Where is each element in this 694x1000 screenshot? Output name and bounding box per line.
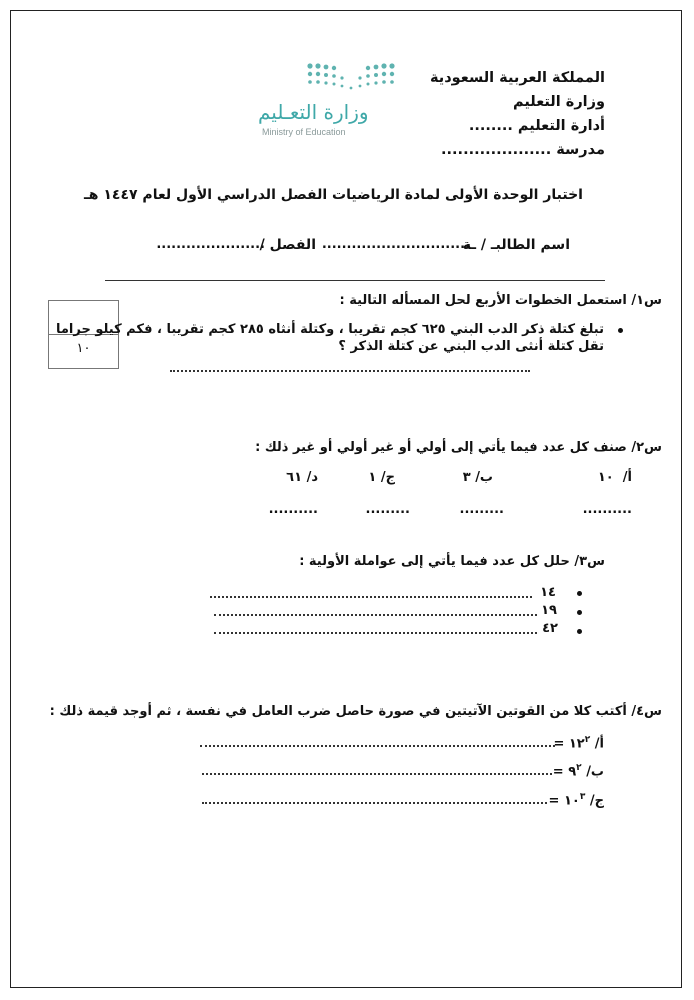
bullet-icon: [618, 328, 623, 333]
power-exponent: ٣: [579, 792, 586, 802]
bullet-icon: [577, 591, 582, 596]
option-label: أ/: [622, 470, 632, 485]
option-label: ب/: [475, 470, 493, 485]
equals-sign: =: [553, 736, 565, 752]
option-label: د/: [306, 470, 318, 485]
q2-option-d: [286, 470, 318, 486]
option-label: ج/: [380, 470, 395, 485]
option-value: ١: [368, 470, 377, 485]
power-exponent: ٢: [584, 735, 591, 745]
equals-sign: =: [548, 793, 560, 809]
q2-answer-a[interactable]: ..........: [582, 502, 632, 517]
bullet-icon: [577, 629, 582, 634]
logo-english-text: Ministry of Education: [262, 127, 346, 137]
class-label: الفصل /: [259, 237, 316, 253]
q4-item-c: [549, 789, 604, 809]
q2-option-c: [368, 470, 395, 486]
student-name-label: اسم الطالبـ / ـة: [462, 237, 570, 253]
equals-sign: =: [552, 764, 564, 780]
ministry-label: وزارة التعليم: [512, 94, 605, 110]
kingdom-label: المملكة العربية السعودية: [430, 70, 605, 86]
q2-option-a: [598, 470, 632, 486]
q2-option-b: [463, 470, 493, 486]
q2-answer-b[interactable]: .........: [459, 502, 504, 517]
q2-answer-d[interactable]: ..........: [268, 502, 318, 517]
q2-answer-c[interactable]: .........: [365, 502, 410, 517]
divider: [105, 280, 605, 281]
logo-arabic-text: وزارة التعـليم: [258, 100, 369, 124]
q4-item-b: [553, 760, 604, 780]
item-label: ب/: [586, 764, 604, 780]
q4-item-a: [553, 732, 604, 752]
q3-item: ١٤: [540, 585, 556, 600]
exam-title: اختبار الوحدة الأولى لمادة الرياضيات الفصل الدراسي الأول لعام ١٤٤٧ هـ: [84, 187, 583, 203]
power-exponent: ٢: [576, 763, 582, 773]
q3-answer-line[interactable]: [210, 596, 532, 598]
q3-item: ١٩: [541, 603, 557, 618]
q1-answer-line[interactable]: [170, 370, 530, 372]
power-base: ٩: [568, 764, 577, 780]
power-base: ١٢: [568, 736, 585, 752]
q3-answer-line[interactable]: [214, 614, 537, 616]
student-name-field[interactable]: ..............................: [321, 237, 470, 252]
q3-answer-line[interactable]: [214, 632, 537, 634]
bullet-icon: [577, 610, 582, 615]
score-total: ١٠: [76, 341, 91, 356]
school-label: مدرسة ....................: [441, 142, 605, 158]
q1-text-line1: تبلغ كتلة ذكر الدب البني ٦٢٥ كجم تقريبا ، وكتلة أنثاه ٢٨٥ كجم تقريبا ، فكم كيلو جراما: [55, 322, 604, 337]
q4-answer-line[interactable]: [200, 745, 555, 747]
q2-prompt: س٢/ صنف كل عدد فيما يأتي إلى أولي أو غير أولي أو غير ذلك :: [255, 440, 662, 455]
class-field[interactable]: ......................: [156, 237, 265, 252]
q3-prompt: س٣/ حلل كل عدد فيما يأتي إلى عواملة الأولية :: [299, 554, 605, 569]
q1-text-line2: تقل كتلة أنثى الدب البني عن كتلة الذكر ؟: [338, 339, 604, 354]
option-value: ٦١: [286, 470, 303, 485]
item-label: أ/: [594, 736, 604, 752]
q4-answer-line[interactable]: [202, 773, 552, 775]
q4-prompt: س٤/ أكتب كلا من القوتين الآتيتين في صورة حاصل ضرب العامل في نفسة ، ثم أوجد قيمة ذلك :: [49, 704, 662, 719]
option-value: ٣: [462, 470, 471, 485]
administration-label: أدارة التعليم ........: [468, 118, 605, 134]
option-value: ١٠: [597, 470, 614, 485]
power-base: ١٠: [563, 793, 580, 809]
item-label: ج/: [589, 793, 604, 809]
q3-item: ٤٢: [542, 621, 558, 636]
q1-prompt: س١/ استعمل الخطوات الأربع لحل المسأله التالية :: [339, 293, 662, 308]
q4-answer-line[interactable]: [202, 802, 547, 804]
